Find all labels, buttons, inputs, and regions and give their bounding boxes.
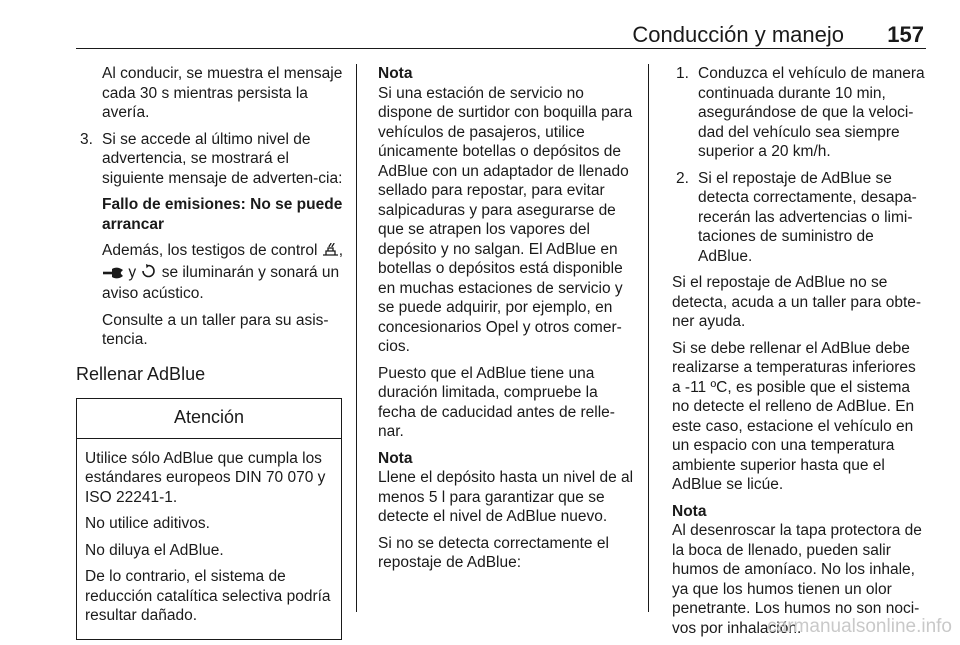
note-label: Nota	[378, 449, 413, 467]
note-text: Al desenroscar la tapa protectora de la boca de llenado, pueden salir humos de amoníaco. No los inhale, ya que los humos tienen un olor penetrante. Los humos no son noci-vos por inhalación.	[672, 522, 922, 637]
paragraph-not-detected: Si no se detecta correctamente el repostaje de AdBlue:	[378, 534, 609, 571]
lamps-text-post: se iluminarán y sonará un aviso acústico.	[102, 263, 340, 302]
attention-paragraph-4: De lo contrario, el sistema de reducción catalítica selectiva podría resultar dañado.	[85, 568, 331, 624]
list-item-1	[672, 64, 926, 162]
glow-plug-icon	[102, 265, 124, 285]
lamps-sep-1: ,	[338, 242, 344, 259]
engine-check-icon	[140, 264, 157, 285]
attention-paragraph-2: No utilice aditivos.	[85, 515, 210, 532]
attention-title: Atención	[77, 399, 341, 439]
lamps-text-pre: Además, los testigos de control	[102, 242, 318, 259]
list-item-2	[672, 169, 926, 267]
list-number: 1.	[676, 65, 689, 82]
note-text: Llene el depósito hasta un nivel de al menos 5 l para garantizar que se detecte el nivel de AdBlue nuevo.	[378, 469, 634, 525]
note-1	[378, 64, 634, 357]
column-1	[76, 64, 344, 640]
list-item-text: Conduzca el vehículo de manera continuada durante 10 min, asegurándose de que la veloci-dad del vehículo sea siempre superior a 20 km/h.	[698, 65, 925, 160]
attention-body	[77, 439, 341, 639]
note-label: Nota	[378, 65, 413, 82]
column-3	[672, 64, 926, 645]
lamps-sep-2: y	[128, 263, 137, 281]
watermark: carmanualsonline.info	[767, 616, 952, 637]
note-label: Nota	[672, 502, 707, 520]
list-item-3	[76, 130, 344, 350]
attention-paragraph-3: No diluya el AdBlue.	[85, 541, 224, 559]
paragraph-workshop: Si el repostaje de AdBlue no se detecta, acuda a un taller para obte-ner ayuda.	[672, 274, 922, 330]
consult-paragraph: Consulte a un taller para su asis-tencia.	[102, 311, 329, 348]
attention-paragraph-1: Utilice sólo AdBlue que cumpla los estándares europeos DIN 70 070 y ISO 22241-1.	[85, 449, 326, 506]
exhaust-warning-icon	[322, 242, 339, 263]
attention-box	[76, 398, 342, 640]
list-item-text: Si se accede al último nivel de advertencia, se mostrará el siguiente mensaje de adverten-cia:	[102, 130, 343, 187]
page-header	[76, 0, 926, 49]
column-divider-2	[648, 64, 649, 612]
paragraph-continued: Al conducir, se muestra el mensaje cada 30 s mientras persista la avería.	[102, 65, 343, 121]
list-number: 3.	[80, 130, 93, 148]
lamps-paragraph	[102, 241, 344, 304]
header-title: Conducción y manejo	[632, 22, 844, 47]
column-2	[378, 64, 634, 580]
list-item-text: Si el repostaje de AdBlue se detecta correctamente, desapa-recerán las advertencias o limi-taciones de suministro de AdBlue.	[698, 169, 917, 265]
note-text: Si una estación de servicio no dispone de surtidor con boquilla para vehículos de pasajeros, utilice únicamente botellas o depósitos de AdBlue con un adaptador de llenado sellado para repostar, para evitar salpicaduras y para asegurarse de que se atrapen los vapores del depósito y no salgan. El AdBlue en botellas o depósitos está disponible en muchas estaciones de servicio y se puede adquirir, por ejemplo, en concesionarios Opel y otros comer-cios.	[378, 84, 633, 355]
warning-message: Fallo de emisiones: No se puede arrancar	[102, 196, 343, 233]
column-divider-1	[356, 64, 357, 612]
paragraph-expiry: Puesto que el AdBlue tiene una duración limitada, compruebe la fecha de caducidad antes de relle-nar.	[378, 364, 615, 440]
note-2	[378, 449, 634, 527]
paragraph-temperature: Si se debe rellenar el AdBlue debe realizarse a temperaturas inferiores a -11 ºC, es posible que el sistema no detecte el relleno de AdBlue. En este caso, estacione el vehículo en un espacio con una temperatura ambiente superior hasta que el AdBlue se licúe.	[672, 339, 916, 493]
page-number: 157	[887, 22, 924, 47]
section-title: Rellenar AdBlue	[76, 363, 206, 384]
list-number: 2.	[676, 169, 689, 187]
